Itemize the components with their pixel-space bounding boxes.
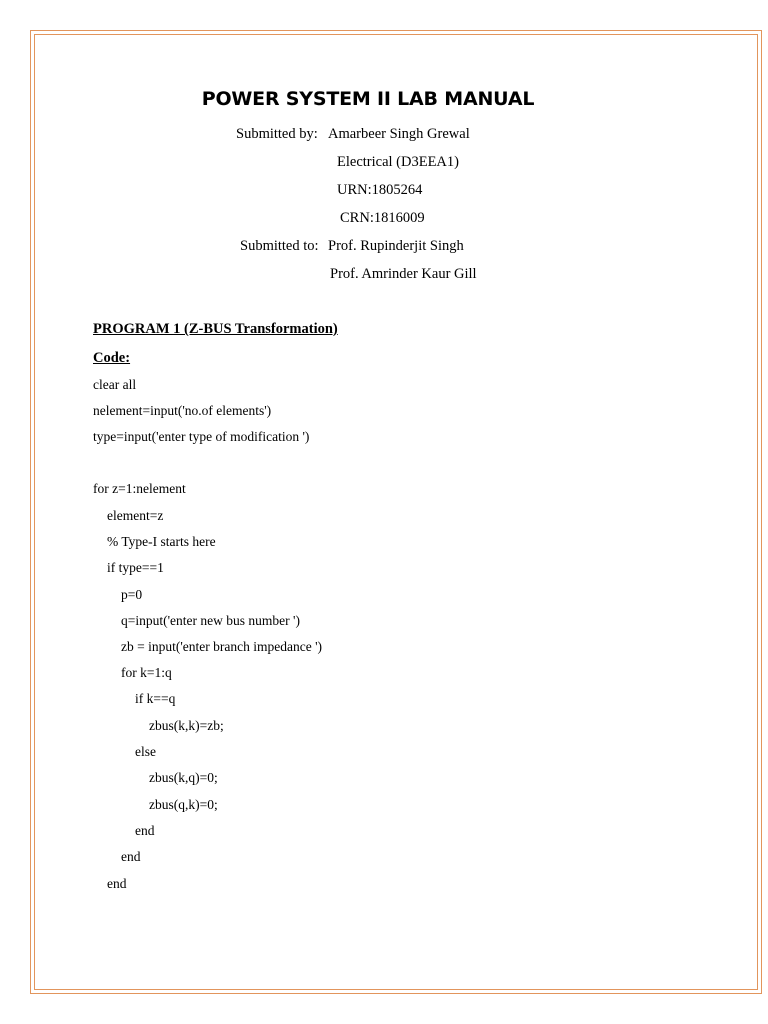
code-heading: Code: xyxy=(93,350,131,366)
submitted-by-name: Amarbeer Singh Grewal xyxy=(328,126,470,142)
code-line: for k=1:q xyxy=(121,665,172,680)
code-line: if k==q xyxy=(135,691,176,706)
code-line: zbus(k,k)=zb; xyxy=(149,718,224,733)
code-line: end xyxy=(135,823,155,838)
code-line: q=input('enter new bus number ') xyxy=(121,613,300,628)
code-line: type=input('enter type of modification ') xyxy=(93,429,310,444)
code-line: end xyxy=(107,876,127,891)
code-line: clear all xyxy=(93,377,137,392)
code-line: zbus(q,k)=0; xyxy=(149,797,218,812)
program-heading: PROGRAM 1 (Z-BUS Transformation) xyxy=(93,321,338,337)
urn-info: URN:1805264 xyxy=(337,182,423,198)
submitted-to-label: Submitted to: xyxy=(240,238,319,254)
document-title: POWER SYSTEM II LAB MANUAL xyxy=(201,88,535,110)
submitted-to-name-2: Prof. Amrinder Kaur Gill xyxy=(330,266,477,282)
code-line: else xyxy=(135,744,156,759)
code-line: for z=1:nelement xyxy=(93,481,186,496)
code-line: element=z xyxy=(107,508,164,523)
code-line: nelement=input('no.of elements') xyxy=(93,403,272,418)
code-line: zb = input('enter branch impedance ') xyxy=(121,639,323,654)
submitted-to-name-1: Prof. Rupinderjit Singh xyxy=(328,238,464,254)
crn-info: CRN:1816009 xyxy=(340,210,425,226)
code-line: if type==1 xyxy=(107,560,164,575)
code-line: end xyxy=(121,849,141,864)
code-line: % Type-I starts here xyxy=(107,534,216,549)
submitted-by-label: Submitted by: xyxy=(236,126,318,142)
code-line: zbus(k,q)=0; xyxy=(149,770,218,785)
code-line: p=0 xyxy=(121,587,143,602)
branch-info: Electrical (D3EEA1) xyxy=(337,154,459,170)
